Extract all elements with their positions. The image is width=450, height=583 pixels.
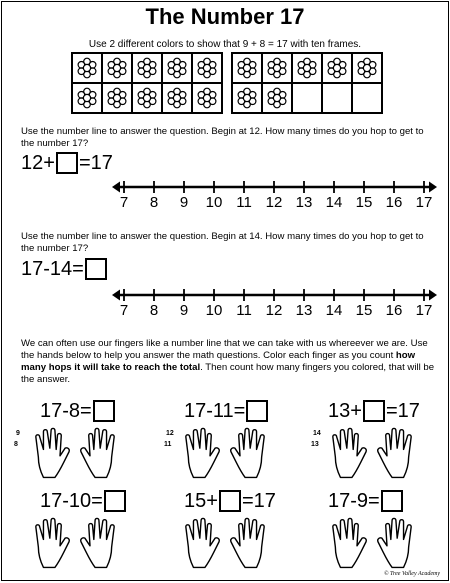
section3-instruction-part2: . Then count how many fingers you colored, that will be the answer. <box>21 362 435 385</box>
flower-icon <box>75 56 99 80</box>
ten-frame-cell[interactable] <box>292 83 322 113</box>
flower-icon <box>75 86 99 110</box>
section1-instruction: Use the number line to answer the question. Begin at 12. How many times do you hop to get to the number 17? <box>21 126 424 149</box>
flower-icon <box>265 56 289 80</box>
left-hand-icon[interactable] <box>170 424 222 480</box>
finger-problem-left: 17-11= <box>184 400 246 422</box>
ten-frame-right[interactable] <box>231 52 383 114</box>
number-line-tick-label: 9 <box>179 194 189 211</box>
ten-frame-cell[interactable] <box>132 53 162 83</box>
finger-problem-left: 17-9= <box>328 490 380 512</box>
section2-answer-box[interactable] <box>85 258 107 280</box>
number-line-tick-label: 17 <box>415 194 433 211</box>
finger-problem-left: 15+ <box>184 490 218 512</box>
ten-frame-cell[interactable] <box>132 83 162 113</box>
finger-count-label: 9 <box>16 430 20 437</box>
section1-eq-right: =17 <box>78 152 113 174</box>
ten-frame-cell[interactable] <box>72 83 102 113</box>
finger-problem-right: =17 <box>385 400 420 422</box>
ten-frame-cell[interactable] <box>192 53 222 83</box>
finger-problem-left: 17-10= <box>40 490 103 512</box>
ten-frame-cell[interactable] <box>262 53 292 83</box>
ten-frame-cell[interactable] <box>162 83 192 113</box>
finger-count-label: 14 <box>313 430 321 437</box>
finger-count-label: 13 <box>311 441 319 448</box>
number-line-tick-label: 17 <box>415 302 433 319</box>
number-line-tick-label: 13 <box>295 302 313 319</box>
ten-frame-cell[interactable] <box>322 83 352 113</box>
right-hand-icon[interactable] <box>375 424 427 480</box>
ten-frame-cell[interactable] <box>232 83 262 113</box>
left-hand-icon[interactable] <box>317 424 369 480</box>
arrow-head-icon <box>429 182 437 193</box>
hands-pair[interactable] <box>20 514 130 570</box>
finger-problem-equation <box>184 400 269 422</box>
section2-eq-left: 17-14= <box>21 258 84 280</box>
number-line-tick-label: 9 <box>179 302 189 319</box>
section3-instruction-bold: how many hops it will take to reach the total <box>21 350 416 373</box>
ten-frame-cell[interactable] <box>162 53 192 83</box>
section1-eq-left: 12+ <box>21 152 55 174</box>
finger-count-label: 8 <box>14 441 18 448</box>
arrow-head-icon <box>429 290 437 301</box>
number-line-tick-label: 8 <box>149 194 159 211</box>
right-hand-icon[interactable] <box>78 514 130 570</box>
tenframe-instruction: Use 2 different colors to show that 9 + 8 = 17 with ten frames. <box>88 39 362 50</box>
flower-icon <box>195 56 219 80</box>
flower-icon <box>235 86 259 110</box>
left-hand-icon[interactable] <box>317 514 369 570</box>
ten-frame-cell[interactable] <box>352 83 382 113</box>
number-line-axis <box>112 180 437 194</box>
finger-count-label: 12 <box>166 430 174 437</box>
section1-answer-box[interactable] <box>56 152 78 174</box>
ten-frame-cell[interactable] <box>292 53 322 83</box>
left-hand-icon[interactable] <box>20 424 72 480</box>
section3-instruction-part1: We can often use our fingers like a number line that we can take with us whereever we are. Use the hands below to help you answer the math questions. Color each finger as you count <box>21 338 428 361</box>
right-hand-icon[interactable] <box>78 424 130 480</box>
flower-icon <box>105 86 129 110</box>
flower-icon <box>165 56 189 80</box>
worksheet-page <box>1 1 449 581</box>
number-line-1 <box>112 180 437 214</box>
number-line-tick-label: 10 <box>205 194 223 211</box>
number-line-axis <box>112 288 437 302</box>
ten-frame-cell[interactable] <box>352 53 382 83</box>
finger-problem-equation <box>40 400 116 422</box>
flower-icon <box>135 86 159 110</box>
flower-icon <box>135 56 159 80</box>
number-line-tick-label: 8 <box>149 302 159 319</box>
left-hand-icon[interactable] <box>20 514 72 570</box>
section2-equation <box>21 258 107 280</box>
right-hand-icon[interactable] <box>375 514 427 570</box>
arrow-head-icon <box>112 290 120 301</box>
section1-equation <box>21 152 113 174</box>
number-line-tick-label: 11 <box>236 194 252 211</box>
finger-problem-answer-box[interactable] <box>93 400 115 422</box>
finger-problem-equation <box>40 490 127 512</box>
flower-icon <box>165 86 189 110</box>
ten-frame-cell[interactable] <box>192 83 222 113</box>
number-line-2 <box>112 288 437 322</box>
flower-icon <box>195 86 219 110</box>
flower-icon <box>235 56 259 80</box>
number-line-tick-label: 14 <box>325 302 343 319</box>
ten-frame-cell[interactable] <box>102 53 132 83</box>
number-line-tick-label: 12 <box>265 194 283 211</box>
ten-frame-left[interactable] <box>71 52 223 114</box>
finger-problem-answer-box[interactable] <box>104 490 126 512</box>
hands-pair[interactable] <box>170 514 280 570</box>
flower-icon <box>265 86 289 110</box>
number-line-tick-label: 13 <box>295 194 313 211</box>
finger-problem-answer-box[interactable] <box>219 490 241 512</box>
ten-frame-cell[interactable] <box>232 53 262 83</box>
number-line-tick-label: 15 <box>355 302 373 319</box>
hands-pair[interactable] <box>170 424 280 480</box>
flower-icon <box>325 56 349 80</box>
finger-problem-left: 13+ <box>328 400 362 422</box>
number-line-tick-label: 16 <box>385 194 403 211</box>
finger-problem-right: =17 <box>241 490 276 512</box>
hands-pair[interactable] <box>317 514 427 570</box>
number-line-tick-label: 10 <box>205 302 223 319</box>
finger-count-label: 11 <box>164 441 172 448</box>
hands-pair[interactable] <box>317 424 427 480</box>
flower-icon <box>295 56 319 80</box>
finger-problem-equation <box>328 400 420 422</box>
number-line-tick-label: 15 <box>355 194 373 211</box>
flower-icon <box>355 56 379 80</box>
right-hand-icon[interactable] <box>228 514 280 570</box>
ten-frame-cell[interactable] <box>72 53 102 83</box>
left-hand-icon[interactable] <box>170 514 222 570</box>
ten-frame-cell[interactable] <box>322 53 352 83</box>
ten-frame-cell[interactable] <box>102 83 132 113</box>
page-title: The Number 17 <box>145 4 305 29</box>
number-line-tick-label: 16 <box>385 302 403 319</box>
finger-problem-answer-box[interactable] <box>246 400 268 422</box>
finger-problem-answer-box[interactable] <box>363 400 385 422</box>
number-line-tick-label: 11 <box>236 302 252 319</box>
number-line-tick-label: 14 <box>325 194 343 211</box>
credit-text: © Tree Valley Academy <box>383 571 440 577</box>
flower-icon <box>105 56 129 80</box>
number-line-tick-label: 7 <box>119 302 129 319</box>
ten-frame-cell[interactable] <box>262 83 292 113</box>
finger-problem-equation <box>328 490 404 512</box>
section2-instruction: Use the number line to answer the question. Begin at 14. How many times do you hop to get to the number 17? <box>21 231 424 254</box>
number-line-tick-label: 7 <box>119 194 129 211</box>
finger-problem-equation <box>184 490 276 512</box>
number-line-tick-label: 12 <box>265 302 283 319</box>
section3-instruction <box>21 338 437 386</box>
arrow-head-icon <box>112 182 120 193</box>
finger-problem-left: 17-8= <box>40 400 92 422</box>
hands-pair[interactable] <box>20 424 130 480</box>
finger-problem-answer-box[interactable] <box>381 490 403 512</box>
right-hand-icon[interactable] <box>228 424 280 480</box>
